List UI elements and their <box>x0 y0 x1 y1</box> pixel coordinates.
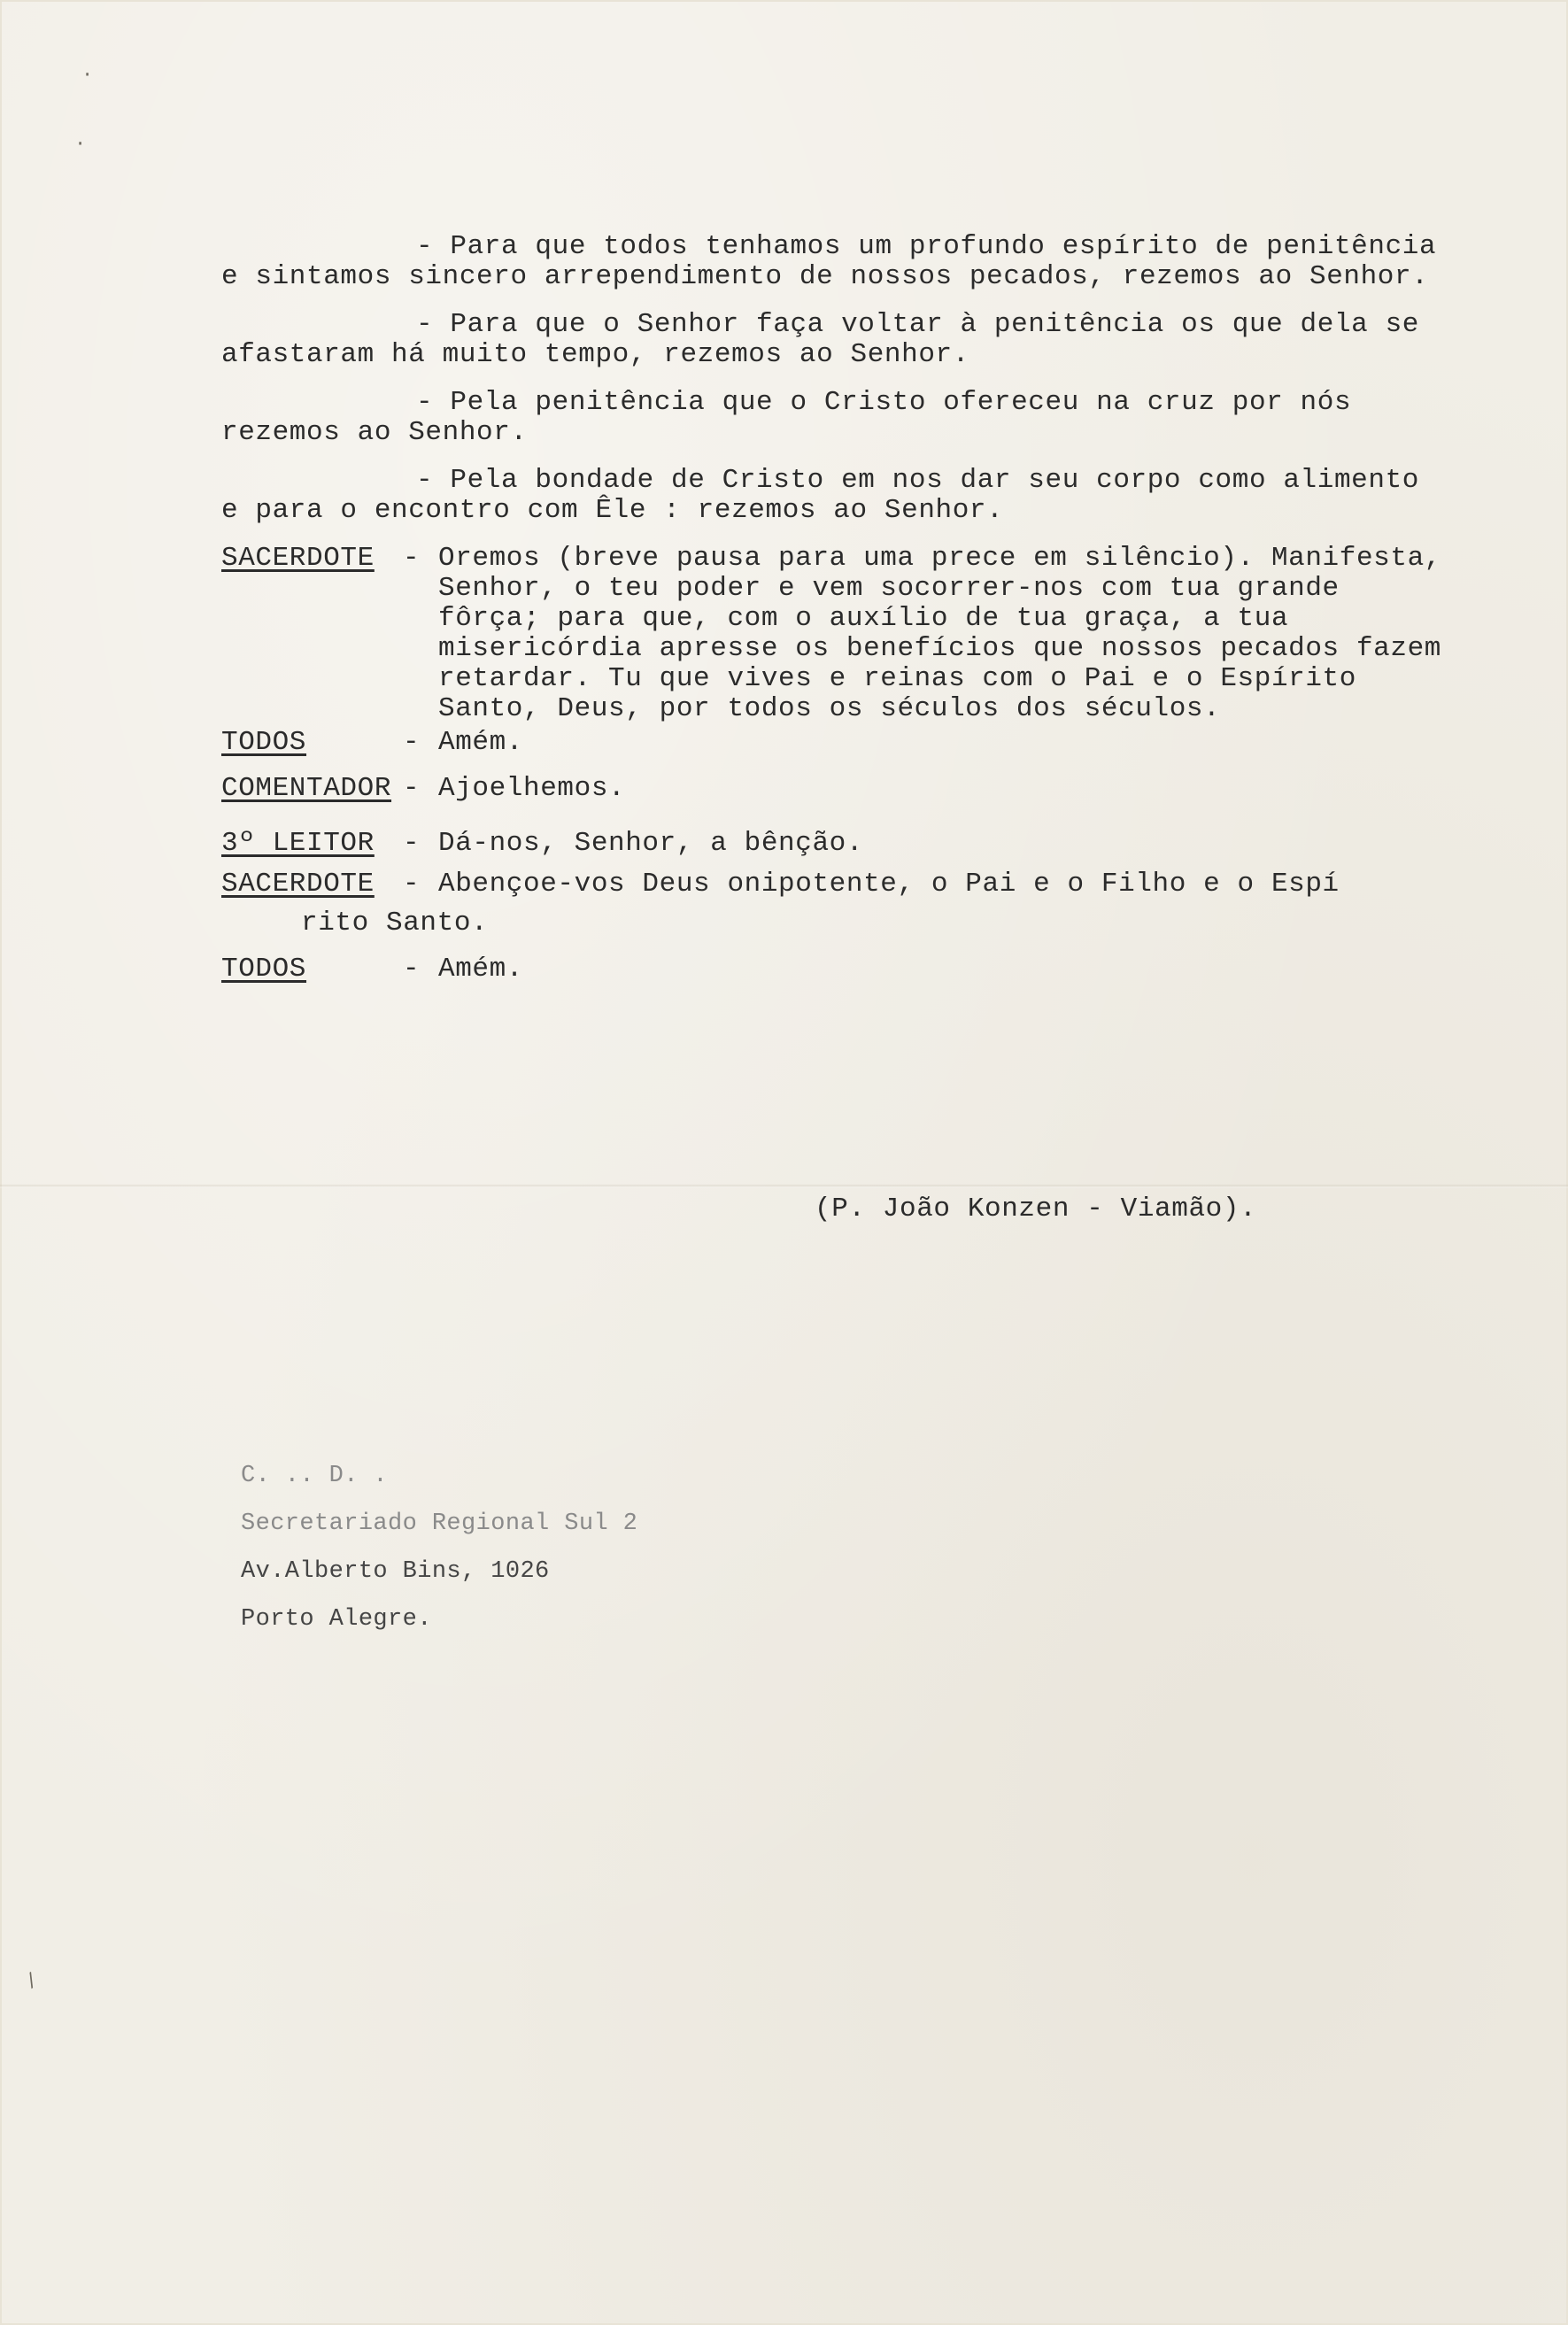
intercession-4: - Pela bondade de Cristo em nos dar seu corpo como alimento e para o encontro com Êle : rezemos ao Senhor. <box>221 465 1419 526</box>
dash: - <box>403 954 421 985</box>
role-label: SACERDOTE <box>221 543 375 574</box>
dialogue-comentador <box>221 774 1443 804</box>
dash: - <box>403 869 421 900</box>
office-stamp <box>241 1452 637 1643</box>
dash: - <box>403 773 421 804</box>
dialogue-text: Ajoelhemos. <box>438 773 626 804</box>
paper-speck: · <box>81 64 94 86</box>
dialogue-text: Amém. <box>438 954 524 985</box>
dialogue-text: Dá-nos, Senhor, a bênção. <box>438 828 864 859</box>
stamp-line-4: Porto Alegre. <box>241 1606 432 1633</box>
role-label: SACERDOTE <box>221 869 375 900</box>
author-signature: (P. João Konzen - Viamão). <box>815 1193 1257 1224</box>
dash: - <box>403 543 421 574</box>
intercession-2: - Para que o Senhor faça voltar à penitência os que dela se afastaram há muito tempo, rezemos ao Senhor. <box>221 309 1419 370</box>
dash: - <box>403 727 421 758</box>
dialogue-text: Amém. <box>438 727 524 758</box>
dialogue-sacerdote-blessing <box>221 869 1443 900</box>
dialogue-sacerdote-prayer <box>221 544 1443 724</box>
dialogue-todos-2 <box>221 954 1443 985</box>
stamp-line-2: Secretariado Regional Sul 2 <box>241 1510 638 1537</box>
paper-fold <box>0 1185 1568 1188</box>
dialogue-text: Oremos (breve pausa para uma prece em silêncio). Manifesta, Senhor, o teu poder e vem socorrer-nos com tua grande fôrça; para que, com o auxílio de tua graça, a tua misericórdia apresse os benefícios que nossos pecados fazem retardar. Tu que vives e reinas com o Pai e o Espírito Santo, Deus, por todos os séculos dos séculos. <box>438 543 1441 724</box>
intercession-1: - Para que todos tenhamos um profundo espírito de penitência e sintamos sincero arrependimento de nossos pecados, rezemos ao Senhor. <box>221 231 1437 292</box>
paper-speck: · <box>74 133 87 155</box>
stamp-line-3: Av.Alberto Bins, 1026 <box>241 1558 550 1585</box>
dialogue-text: Abençoe-vos Deus onipotente, o Pai e o Filho e o Espí <box>438 869 1340 900</box>
dialogue-leitor <box>221 829 1443 859</box>
stamp-line-1: C. .. D. . <box>241 1463 389 1489</box>
role-label: TODOS <box>221 727 307 758</box>
blessing-continuation: rito Santo. <box>301 908 489 938</box>
role-label: TODOS <box>221 954 307 985</box>
role-label: COMENTADOR <box>221 773 392 804</box>
dash: - <box>403 828 421 859</box>
liturgy-text <box>221 232 1443 985</box>
dialogue-todos-1 <box>221 728 1443 758</box>
intercession-3: - Pela penitência que o Cristo ofereceu na cruz por nós rezemos ao Senhor. <box>221 387 1352 448</box>
paper-scratch: / <box>21 1969 44 1995</box>
role-label: 3º LEITOR <box>221 828 375 859</box>
